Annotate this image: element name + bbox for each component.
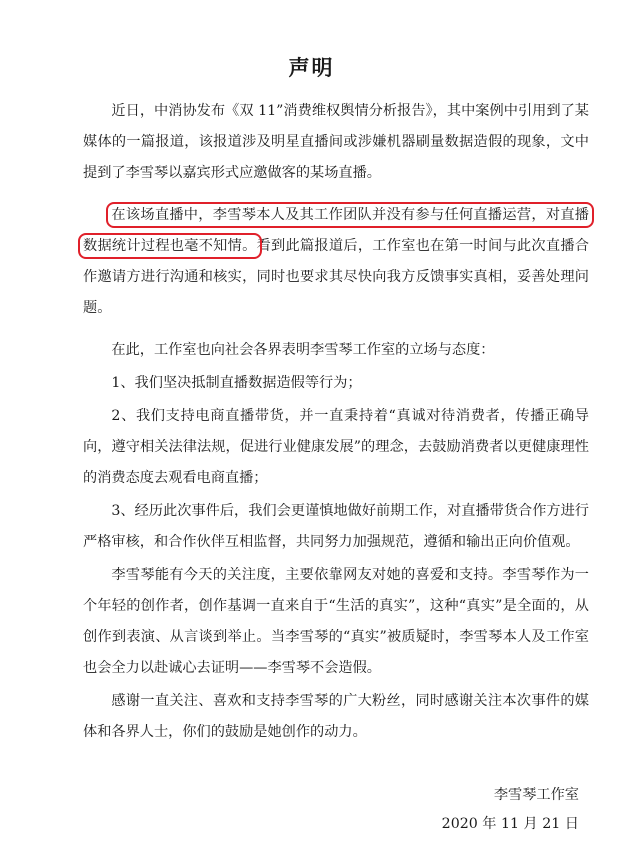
- paragraph-thanks: 感谢一直关注、喜欢和支持李雪琴的广大粉丝，同时感谢关注本次事件的媒体和各界人士，你们的鼓励是她创作的动力。: [83, 693, 589, 740]
- paragraph-point-2: 2、我们支持电商直播带货，并一直秉持着“真诚对待消费者，传播正确导向，遵守相关法律法规，促进行业健康发展”的理念，去鼓励消费者以更健康理性的消费态度去观看电商直播；: [83, 408, 589, 486]
- page-title: 声明: [288, 56, 335, 80]
- highlighted-text-line-2: 数据统计过程也毫不知情。: [83, 238, 257, 254]
- clarification-rest: 看到此篇报道后，工作室也在第一时间与此次直播合作邀请方进行沟通和核实，同时也要求其尽快向我方反馈事实真相，妥善处理问题。: [83, 238, 589, 316]
- signature-org: 李雪琴工作室: [493, 787, 579, 803]
- paragraph-clarification: [83, 200, 589, 324]
- paragraph-stance-intro: 在此，工作室也向社会各界表明李雪琴工作室的立场与态度：: [111, 342, 495, 358]
- signature-date: 2020 年 11 月 21 日: [441, 816, 579, 832]
- statement-body: [83, 96, 589, 748]
- paragraph-authenticity: 李雪琴能有今天的关注度，主要依靠网友对她的喜爱和支持。李雪琴作为一个年轻的创作者，创作基调一直来自于“生活的真实”，这种“真实”是全面的，从创作到表演、从言谈到举止。当李雪琴的“真实”被质疑时，李雪琴本人及工作室也会全力以赴诚心去证明——李雪琴不会造假。: [83, 567, 589, 676]
- paragraph-point-3: 3、经历此次事件后，我们会更谨慎地做好前期工作，对直播带货合作方进行严格审核，和合作伙伴互相监督，共同努力加强规范，遵循和输出正向价值观。: [83, 503, 589, 550]
- paragraph-point-1: 1、我们坚决抵制直播数据造假等行为；: [111, 375, 362, 391]
- highlighted-text-line-1: 在该场直播中，李雪琴本人及其工作团队并没有参与任何直播运营，对直播: [111, 207, 589, 223]
- paragraph-intro: 近日，中消协发布《双 11”消费维权舆情分析报告》，其中案例中引用到了某媒体的一篇报道，该报道涉及明星直播间或涉嫌机器刷量数据造假的现象，文中提到了李雪琴以嘉宾形式应邀做客的某场直播。: [83, 103, 589, 181]
- signature-block: [379, 781, 579, 839]
